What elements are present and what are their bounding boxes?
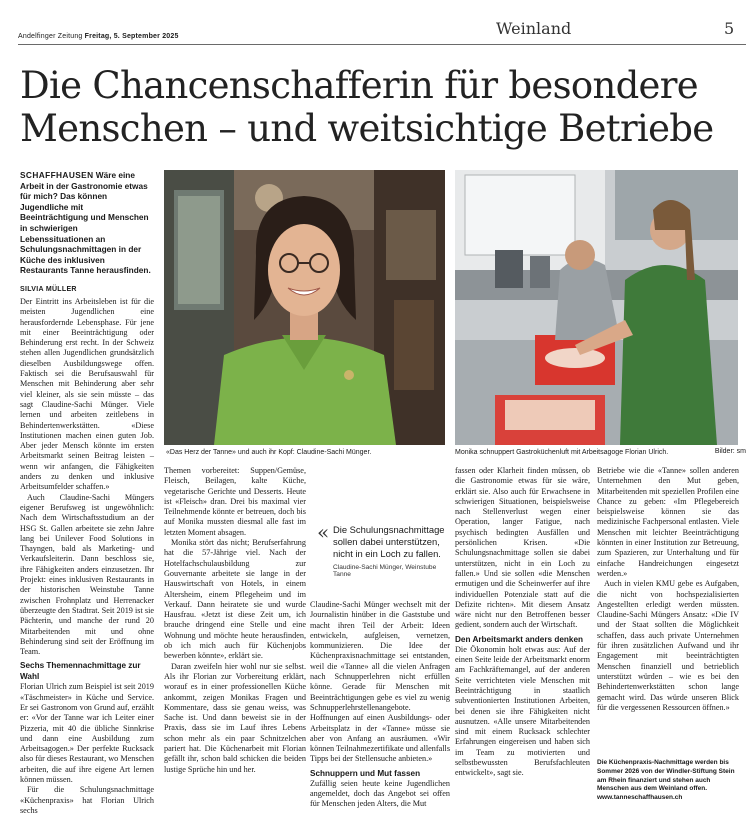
section-name: Weinland [496, 19, 572, 38]
paragraph: Monika stört das nicht; Berufserfahrung hat die 57-Jährige viel. Nach der Hotelfachschulausbildung zur Gouvernante arbeitete sie lange in der Hauswirtschaft von Hotels, in einem Altersheim, einem Pflegeheim und im Verkauf. Dann heiratete sie und wurde Hausfrau. «Jetzt ist diese Zeit um, ich brauche dringend eine Stelle und eine Wohnung und möchte heute herausfinden, ob ich mich auch für Küchenjobs bewerben könnte», erklärt sie. [164, 538, 306, 661]
kitchen-photo [455, 170, 738, 445]
text-column-3 [310, 600, 451, 809]
headline-line-2: Menschen – und weitsichtige Betriebe [20, 107, 714, 150]
subheading: Sechs Themennachmittage zur Wahl [20, 661, 141, 682]
paragraph: fassen oder Klarheit finden müssen, ob die Gastronomie etwas für sie wäre, erklärt sie. Also auch für Erwachsene in schwierigen Situationen, beispielsweise nach Stellenverlust wegen einer Operation, langer Fatigue, nach psychisch bedingten Ausfällen und persönlichen Krisen. «Die Schulungsnachmittage sollen sie dabei unterstützen, nicht in ein Loch zu fallen.» Und sie sollen «die Menschen ermutigen und die Scheinwerfer auf ihre individuellen Potenziale statt auf die Defizite richten». Mit diesem Ansatz wäre nicht nur den Betroffenen besser gedient, sondern auch der Wirtschaft. [455, 466, 590, 630]
paragraph: Florian Ulrich zum Beispiel ist seit 2019 «Täschmeister» in Küche und Service. Er sei Gastronom von Grund auf, erzählt er: «Vor der Tanne war ich Leiter einer Pizzeria, mit 40 die übliche Sinnkrise und dann eine Ausbildung zum Arbeitsagogen.» Der perfekte Rucksack also für dieses Restaurant, wo Menschen arbeiten, die auf ihre eigene Art lernen können müssen. [20, 682, 154, 785]
paragraph: Die Ökonomin holt etwas aus: Auf der einen Seite leide der Arbeitsmarkt enorm am Fachkräftemangel, auf der anderen Seite verrichteten viele Menschen mit Beeinträchtigung in staatlich subventionierten Institutionen Arbeiten, bei denen sie ihre Fähigkeiten nicht ausnutzen. «Alle unsere Mitarbeitenden sind mit einem Rucksack schlechter Erfahrungen eingereisen und haben sich im Team zu motivierten und selbstbewussten Berufsfachleuten entwickelt», sagt sie. [455, 644, 590, 778]
paragraph: Betriebe wie die «Tanne» sollen anderen Unternehmen den Mut geben, Mitarbeitenden mit speziellen Profilen eine Chance zu geben: «Im Pflegebereich beispielsweise können sie das medizinische Fachpersonal entlasten. Viele Menschen mit leichter Beeinträchtigung könnten in einer Institution zur Betreuung, zum Spazieren, zur Unterhaltung und für einfache Handreichungen eingesetzt werden.» [597, 466, 739, 578]
quote-mark-icon: « [317, 520, 330, 544]
issue-date: Freitag, 5. September 2025 [84, 33, 179, 40]
paper-name: Andelfinger Zeitung [18, 33, 83, 40]
headline-line-1: Die Chancenschafferin für besondere [20, 64, 698, 107]
lead-text: Wäre eine Arbeit in der Gastronomie etwas für mich? Das können Jugendliche mit Beeinträchtigung und Menschen in schwierigen Lebenssituationen an Schulungsnachmittagen in der Küche des inklusiven Restaurants Tanne herausfinden. [20, 170, 151, 276]
author-byline: SILVIA MÜLLER [20, 286, 77, 293]
paragraph: Der Eintritt ins Arbeitsleben ist für die meisten Jugendlichen eine herausfordernde Lebensphase. Für jene mit einer Beeinträchtigung oder Behinderung erst recht. In der Schweiz stehen allen Jugendlichen grundsätzlich dieselben Ausbildungswege offen. Faktisch sei die Berufsauswahl für Menschen mit Behinderung aber sehr viel kleiner, als sie sein müsste – das sagt Claudine-Sachi Münger. Viele lernen und arbeiten zeitlebens in Behindertenwerkstätten. «Diese Institutionen machen einen guten Job. Aber jeder Mensch könnte im ersten Arbeitsmarkt seinen Beitrag leisten – wenn wir anfangen, die Fähigkeiten anders zu denken und inklusive Arbeitsumfelder schaffen.» [20, 297, 154, 492]
subheading: Den Arbeitsmarkt anders denken [455, 634, 584, 644]
pull-quote-text: Die Schulungsnachmittage sollen dabei unterstützen, nicht in ein Loch zu fallen. [333, 524, 445, 559]
text-column-5 [597, 466, 739, 756]
paragraph: Claudine-Sachi Münger wechselt mit der Journalistin hinüber in die Gaststube und macht ihren Teil der Arbeit: Ideen entwickeln, aufgleisen, vernetzen, kommunizieren. Die Idee der Küchenpraxisnachmittage sei entstanden, weil die «Tanne» all die vielen Anfragen nach Schnupperlehren nicht erfüllen könne. Gerade für Menschen mit Beeinträchtigungen gebe es viel zu wenig Schnupperlehrstellenangebote. Hoffnungen auf einen Ausbildungs- oder Arbeitsplatz in der «Tanne» müsse sie aber von Anfang an ausräumen. «Wir können Teilnahmezertifikate und allenfalls Tipps bei der Stellensuche anbieten.» [310, 600, 451, 764]
photo-credit: Bilder: sm [714, 448, 746, 455]
text-column-1 [20, 297, 154, 815]
article-lead [20, 170, 153, 276]
paragraph: Auch in vielen KMU gebe es Aufgaben, die nicht von hochspezialisierten Angestellten erledigt werden müssten. Claudine-Sachi Müngers Ansatz: «Die IV und der Staat sollten die Möglichkeit schaffen, dass auch private Unternehmen für ihren zusätzlichen Aufwand und ihr Engagement mit beeinträchtigten Menschen finanziell und betrieblich unterstützt würden – wie es bei den Behindertenwerkstätten schon lange gemacht wird. Das würde unseren Blick für die vergessenen Ressourcen öffnen.» [597, 579, 739, 712]
dateline: SCHAFFHAUSEN [20, 170, 94, 180]
paragraph: Zufällig seien heute keine Jugendlichen angemeldet, doch das Angebot sei offen für Menschen jeden Alters, die Mut [310, 778, 450, 809]
paragraph: Für die Schulungsnachmittage «Küchenpraxis» hat Florian Ulrich sechs [20, 785, 154, 815]
portrait-photo [164, 170, 445, 445]
kitchen-photo-illustration [455, 170, 738, 445]
paragraph: Auch Claudine-Sachi Müngers eigener Berufsweg ist ungewöhnlich: Nach dem Wirtschaftsstudium an der HSG St. Gallen arbeitete sie zehn Jahre lang bei Unilever Food Solutions in Thayngen, bald als Marketing- und Verkaufsleiterin. Dann beschloss sie, ihre Fähigkeiten anders einzusetzen. Ihr Projekt: eines inklusiven Restaurants in der historischen Weinstube Tanne zwischen Frohnplatz und Herrenacker überzeugte den Stadtrat. Seit 2019 ist sie Pächterin, und manche der rund 20 Mitarbeitenden mit und ohne Behinderung sind seit der Eröffnung im Team. [20, 492, 154, 657]
kitchen-caption: Monika schnuppert Gastroküchenluft mit Arbeitsagoge Florian Ulrich. [455, 449, 669, 456]
header-divider [18, 44, 746, 45]
portrait-caption: «Das Herz der Tanne» und auch ihr Kopf: Claudine-Sachi Münger. [166, 449, 372, 456]
text-column-2 [164, 466, 306, 806]
text-column-4 [455, 466, 590, 806]
page-number: 5 [724, 19, 735, 38]
page-header-left [18, 33, 179, 40]
pull-quote [317, 520, 447, 578]
pull-quote-source: Claudine-Sachi Münger, Weinstube Tanne [333, 564, 437, 578]
paragraph: Themen vorbereitet: Suppen/Gemüse, Fleisch, Beilagen, kalte Küche, vegetarische Gerichte und Desserts. Heute ist «Fleisch» dran. Drei bis maximal vier Teilnehmende könnte er betreuen, doch bis auf Monika mussten diesmal alle fast im letzten Moment absagen. [164, 466, 306, 537]
article-headline [20, 64, 746, 150]
info-box: Die Küchenpraxis-Nachmittage werden bis Sommer 2026 von der Windler-Stiftung Stein am Rhein finanziert und stehen auch Menschen aus dem Weinland offen. www.tanneschaffhausen.ch [597, 759, 735, 802]
subheading: Schnuppern und Mut fassen [310, 768, 421, 778]
paragraph: Daran zweifeln hier wohl nur sie selbst. Als ihr Florian zur Vorbereitung erklärt, worauf es in einer professionellen Küche ankommt, zeigen Monikas Fragen und Kommentare, dass sie genau weiss, was Sache ist. Und dann beweist sie in der Praxis, dass sie im Lauf ihres Lebens schon mehr als ein paar Schnitzelchen pariert hat. Die Küchenarbeit mit Florian gefällt ihr, schon bald schicken die beiden lustige Sprüche hin und her. [164, 661, 306, 774]
portrait-photo-illustration [164, 170, 445, 445]
